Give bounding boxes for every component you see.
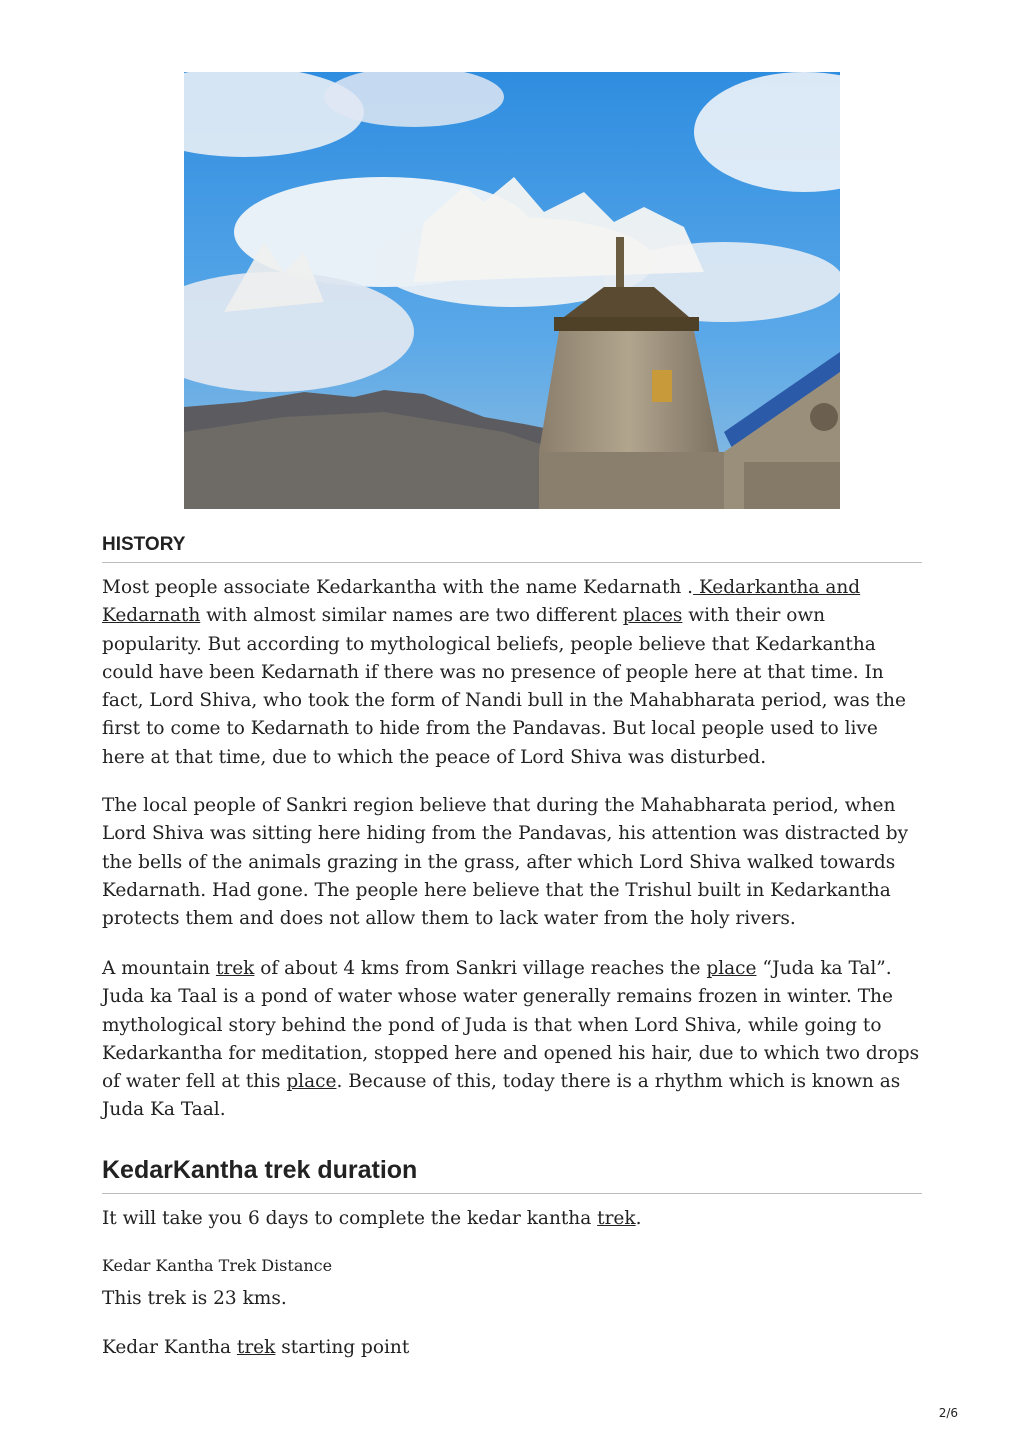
duration-paragraph: It will take you 6 days to complete the kedar kantha trek. xyxy=(102,1208,642,1229)
duration-heading: KedarKantha trek duration xyxy=(102,1156,922,1194)
history-paragraph-1: Most people associate Kedarkantha with the name Kedarnath . Kedarkantha and Kedarnath with almost similar names are two different places with their own popularity. But according to mythological beliefs, people believe that Kedarkantha could have been Kedarnath if there was no presence of people here at that time. In fact, Lord Shiva, who took the form of Nandi bull in the Mahabharata period, was the first to come to Kedarnath to hide from the Pandavas. But local people used to live here at that time, due to which the peace of Lord Shiva was disturbed. xyxy=(102,577,906,768)
temple-photo xyxy=(184,72,840,509)
distance-label: Kedar Kantha Trek Distance xyxy=(102,1256,333,1275)
history-heading: HISTORY xyxy=(102,534,922,563)
page-number: 2/6 xyxy=(938,1406,958,1420)
trek-link[interactable]: trek xyxy=(215,958,255,979)
trek-link-2[interactable]: trek xyxy=(597,1208,636,1229)
temple-photo-illustration xyxy=(184,72,840,509)
distance-text: This trek is 23 kms. xyxy=(102,1288,287,1309)
trek-link-3[interactable]: trek xyxy=(236,1337,276,1358)
places-link[interactable]: places xyxy=(622,605,683,627)
history-paragraph-3: A mountain trek of about 4 kms from Sankri village reaches the place “Juda ka Tal”. Juda ka Taal is a pond of water whose water generally remains frozen in winter. The mythological story behind the pond of Juda is that when Lord Shiva, while going to Kedarkantha for meditation, stopped here and opened his hair, due to which two drops of water fell at this place. Because of this, today there is a rhythm which is known as Juda Ka Taal. xyxy=(102,958,920,1121)
place-link[interactable]: place xyxy=(706,958,757,979)
place-link-2[interactable]: place xyxy=(286,1071,337,1093)
kedarkantha-kedarnath-link[interactable]: Kedarkantha and Kedarnath xyxy=(102,577,861,627)
starting-point-text: Kedar Kantha trek starting point xyxy=(102,1337,410,1358)
history-paragraph-2: The local people of Sankri region believe that during the Mahabharata period, when Lord Shiva was sitting here hiding from the Pandavas, his attention was distracted by the bells of the animals grazing in the grass, after which Lord Shiva walked towards Kedarnath. Had gone. The people here believe that the Trishul built in Kedarkantha protects them and does not allow them to lack water from the holy rivers. xyxy=(102,795,909,930)
